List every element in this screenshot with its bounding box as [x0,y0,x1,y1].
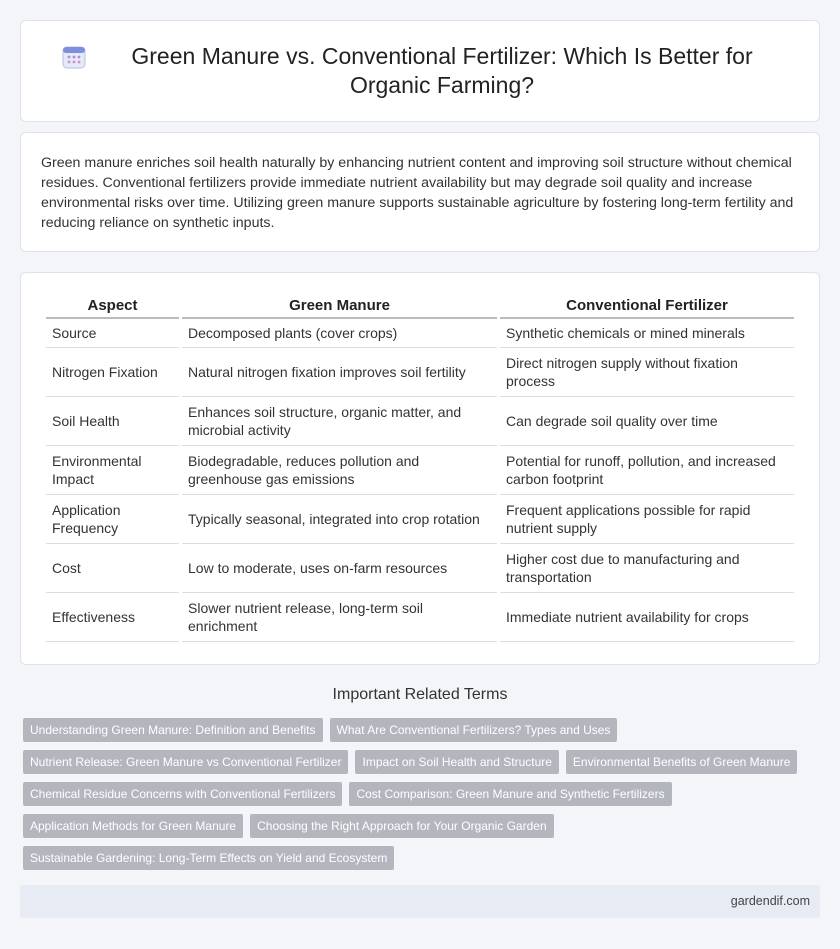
header-green-manure: Green Manure [182,293,497,319]
comparison-table [43,293,797,642]
table-cell: Cost [46,544,179,593]
table-cell: Synthetic chemicals or mined minerals [500,319,794,348]
table-row [46,348,794,397]
related-term-tag[interactable]: What Are Conventional Fertilizers? Types and Uses [330,718,618,742]
table-cell: Potential for runoff, pollution, and increased carbon footprint [500,446,794,495]
table-header-row [46,293,794,319]
related-term-tag[interactable]: Chemical Residue Concerns with Conventional Fertilizers [23,782,342,806]
related-term-tag[interactable]: Application Methods for Green Manure [23,814,243,838]
table-cell: Natural nitrogen fixation improves soil fertility [182,348,497,397]
table-row [46,495,794,544]
table-cell: Source [46,319,179,348]
intro-card [20,132,820,252]
related-term-tag[interactable]: Nutrient Release: Green Manure vs Conventional Fertilizer [23,750,348,774]
related-term-tag[interactable]: Cost Comparison: Green Manure and Synthetic Fertilizers [349,782,671,806]
intro-paragraph: Green manure enriches soil health naturally by enhancing nutrient content and improving soil structure without chemical residues. Conventional fertilizers provide immediate nutrient availability but may degrade soil quality and increase environmental risks over time. Utilizing green manure supports sustainable agriculture by fostering long-term fertility and reducing reliance on synthetic inputs. [41,155,794,231]
table-cell: Enhances soil structure, organic matter, and microbial activity [182,397,497,446]
table-cell: Nitrogen Fixation [46,348,179,397]
table-row [46,446,794,495]
tag-row [23,718,823,742]
related-term-tag[interactable]: Sustainable Gardening: Long-Term Effects on Yield and Ecosystem [23,846,394,870]
related-term-tag[interactable]: Choosing the Right Approach for Your Organic Garden [250,814,554,838]
table-row [46,544,794,593]
table-row [46,319,794,348]
table-cell: Decomposed plants (cover crops) [182,319,497,348]
related-term-tag[interactable]: Environmental Benefits of Green Manure [566,750,797,774]
footer-site-link[interactable]: gardendif.com [730,894,810,908]
comparison-table-card [20,272,820,665]
table-cell: Biodegradable, reduces pollution and greenhouse gas emissions [182,446,497,495]
related-terms-heading: Important Related Terms [332,686,508,703]
table-cell: Soil Health [46,397,179,446]
table-cell: Higher cost due to manufacturing and transportation [500,544,794,593]
table-cell: Frequent applications possible for rapid nutrient supply [500,495,794,544]
table-cell: Slower nutrient release, long-term soil enrichment [182,593,497,642]
header-conventional-fertilizer: Conventional Fertilizer [500,293,794,319]
calendar-icon [61,44,87,70]
tag-row [23,782,823,806]
table-cell: Application Frequency [46,495,179,544]
tag-row [23,846,823,870]
related-term-tag[interactable]: Impact on Soil Health and Structure [355,750,558,774]
tag-row [23,814,823,838]
related-terms-list [23,718,823,878]
tag-row [23,750,823,774]
footer [20,885,820,918]
table-row [46,593,794,642]
header-aspect: Aspect [46,293,179,319]
table-cell: Low to moderate, uses on-farm resources [182,544,497,593]
table-cell: Effectiveness [46,593,179,642]
page-title: Green Manure vs. Conventional Fertilizer: Which Is Better for Organic Farming? [131,43,753,98]
related-term-tag[interactable]: Understanding Green Manure: Definition and Benefits [23,718,323,742]
table-cell: Typically seasonal, integrated into crop rotation [182,495,497,544]
table-cell: Direct nitrogen supply without fixation process [500,348,794,397]
table-cell: Environmental Impact [46,446,179,495]
table-row [46,397,794,446]
table-cell: Can degrade soil quality over time [500,397,794,446]
title-card [20,20,820,122]
table-cell: Immediate nutrient availability for crops [500,593,794,642]
